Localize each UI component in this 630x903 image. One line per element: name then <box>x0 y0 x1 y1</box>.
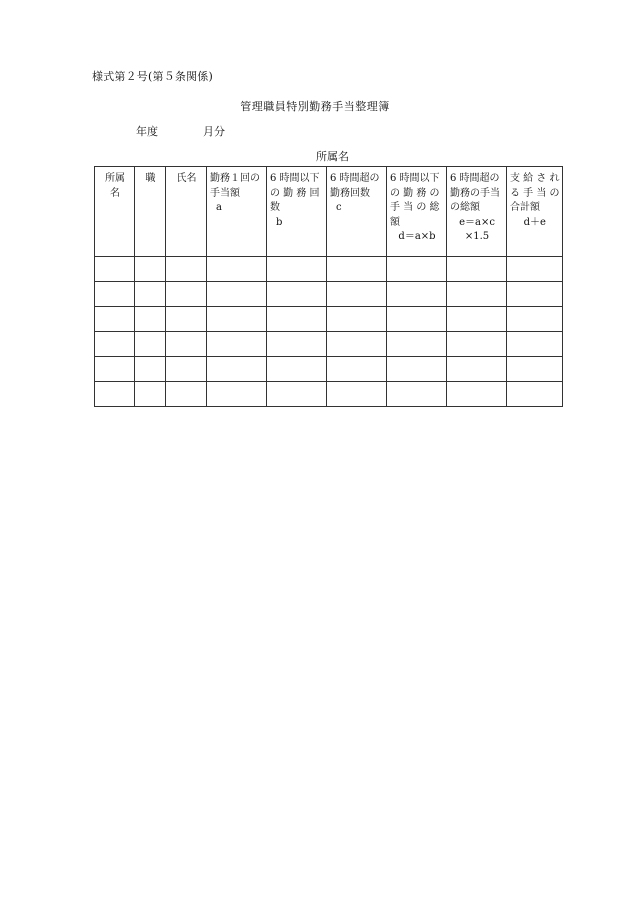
header-line: ×1.5 <box>464 231 490 242</box>
header-line: a <box>216 202 222 213</box>
fiscal-year-label: 年度 <box>136 125 158 138</box>
col-header-over-6h-total <box>447 167 507 257</box>
header-line: の 勤 務 回 <box>270 187 320 199</box>
table-cell[interactable] <box>507 307 563 332</box>
table-cell[interactable] <box>387 307 447 332</box>
header-line: 6 時間以下 <box>390 173 440 184</box>
table-cell[interactable] <box>166 257 207 282</box>
col-header-under-6h-count <box>267 167 327 257</box>
table-cell[interactable] <box>166 357 207 382</box>
table-cell[interactable] <box>135 382 166 407</box>
table-cell[interactable] <box>207 257 267 282</box>
header-line: 額 <box>390 216 400 228</box>
table-cell[interactable] <box>387 357 447 382</box>
header-line: 氏名 <box>176 173 197 184</box>
document-title: 管理職員特別勤務手当整理簿 <box>240 100 390 113</box>
table-cell[interactable] <box>447 257 507 282</box>
col-header-total-payment <box>507 167 563 257</box>
header-row <box>95 167 563 257</box>
department-label: 所属名 <box>316 150 349 163</box>
table-cell[interactable] <box>267 282 327 307</box>
table-cell[interactable] <box>507 382 563 407</box>
table-cell[interactable] <box>95 357 135 382</box>
header-line: 所属 <box>105 173 125 184</box>
table-cell[interactable] <box>447 332 507 357</box>
table-cell[interactable] <box>207 357 267 382</box>
header-line: 6 時間以下 <box>270 173 320 184</box>
header-line: 支 給 さ れ <box>510 173 560 184</box>
table-cell[interactable] <box>95 332 135 357</box>
table-cell[interactable] <box>327 357 387 382</box>
table-cell[interactable] <box>135 357 166 382</box>
table-cell[interactable] <box>135 307 166 332</box>
table-cell[interactable] <box>387 332 447 357</box>
header-line: 手 当 の 総 <box>390 202 440 213</box>
col-header-under-6h-total <box>387 167 447 257</box>
header-line: の総額 <box>450 202 480 213</box>
table-cell[interactable] <box>327 282 387 307</box>
header-line: 6 時間超の <box>330 173 380 184</box>
table-cell[interactable] <box>387 382 447 407</box>
allowance-ledger-table <box>94 166 563 407</box>
col-header-over-6h-count <box>327 167 387 257</box>
table-cell[interactable] <box>267 257 327 282</box>
header-line: 合計額 <box>510 202 540 213</box>
table-cell[interactable] <box>267 382 327 407</box>
table-cell[interactable] <box>387 257 447 282</box>
header-line: る 手 当 の <box>510 187 560 199</box>
table-cell[interactable] <box>507 282 563 307</box>
header-line: 名 <box>110 187 120 199</box>
table-cell[interactable] <box>166 307 207 332</box>
table-cell[interactable] <box>135 282 166 307</box>
table-cell[interactable] <box>95 282 135 307</box>
table-cell[interactable] <box>207 307 267 332</box>
table-cell[interactable] <box>327 332 387 357</box>
table-cell[interactable] <box>327 257 387 282</box>
table-row <box>95 382 563 407</box>
header-line: b <box>276 216 283 228</box>
table-cell[interactable] <box>207 282 267 307</box>
table-cell[interactable] <box>166 382 207 407</box>
header-line: 勤務の手当 <box>450 187 500 199</box>
table-cell[interactable] <box>387 282 447 307</box>
header-line: e＝a×c <box>459 216 495 228</box>
table-cell[interactable] <box>267 307 327 332</box>
table-cell[interactable] <box>207 332 267 357</box>
header-line: d＝a×b <box>398 231 436 242</box>
header-line: 6 時間超の <box>450 173 500 184</box>
table-row <box>95 307 563 332</box>
month-label: 月分 <box>203 125 225 138</box>
table-cell[interactable] <box>447 382 507 407</box>
table-cell[interactable] <box>95 307 135 332</box>
table-cell[interactable] <box>135 332 166 357</box>
table-cell[interactable] <box>95 257 135 282</box>
table-cell[interactable] <box>135 257 166 282</box>
col-header-department <box>95 167 135 257</box>
table-cell[interactable] <box>207 382 267 407</box>
table-row <box>95 332 563 357</box>
table-cell[interactable] <box>166 332 207 357</box>
col-header-per-shift-amount <box>207 167 267 257</box>
table-row <box>95 257 563 282</box>
header-line: 数 <box>270 202 280 213</box>
header-line: の 勤 務 の <box>390 187 440 199</box>
table-cell[interactable] <box>327 307 387 332</box>
table-cell[interactable] <box>507 257 563 282</box>
col-header-position <box>135 167 166 257</box>
header-line: 勤務回数 <box>330 187 370 199</box>
table-cell[interactable] <box>447 282 507 307</box>
table-cell[interactable] <box>267 332 327 357</box>
table-cell[interactable] <box>267 357 327 382</box>
table-row <box>95 282 563 307</box>
col-header-name <box>166 167 207 257</box>
header-line: c <box>336 202 342 213</box>
header-line: 勤務１回の <box>210 173 260 184</box>
table-cell[interactable] <box>507 357 563 382</box>
form-number: 様式第２号(第５条関係) <box>92 70 213 83</box>
header-line: 手当額 <box>210 187 240 199</box>
table-cell[interactable] <box>447 307 507 332</box>
table-cell[interactable] <box>166 282 207 307</box>
table-cell[interactable] <box>95 382 135 407</box>
header-line: 職 <box>145 173 156 184</box>
table-row <box>95 357 563 382</box>
table-cell[interactable] <box>327 382 387 407</box>
header-line: d＋e <box>523 216 546 228</box>
table-cell[interactable] <box>447 357 507 382</box>
table-cell[interactable] <box>507 332 563 357</box>
